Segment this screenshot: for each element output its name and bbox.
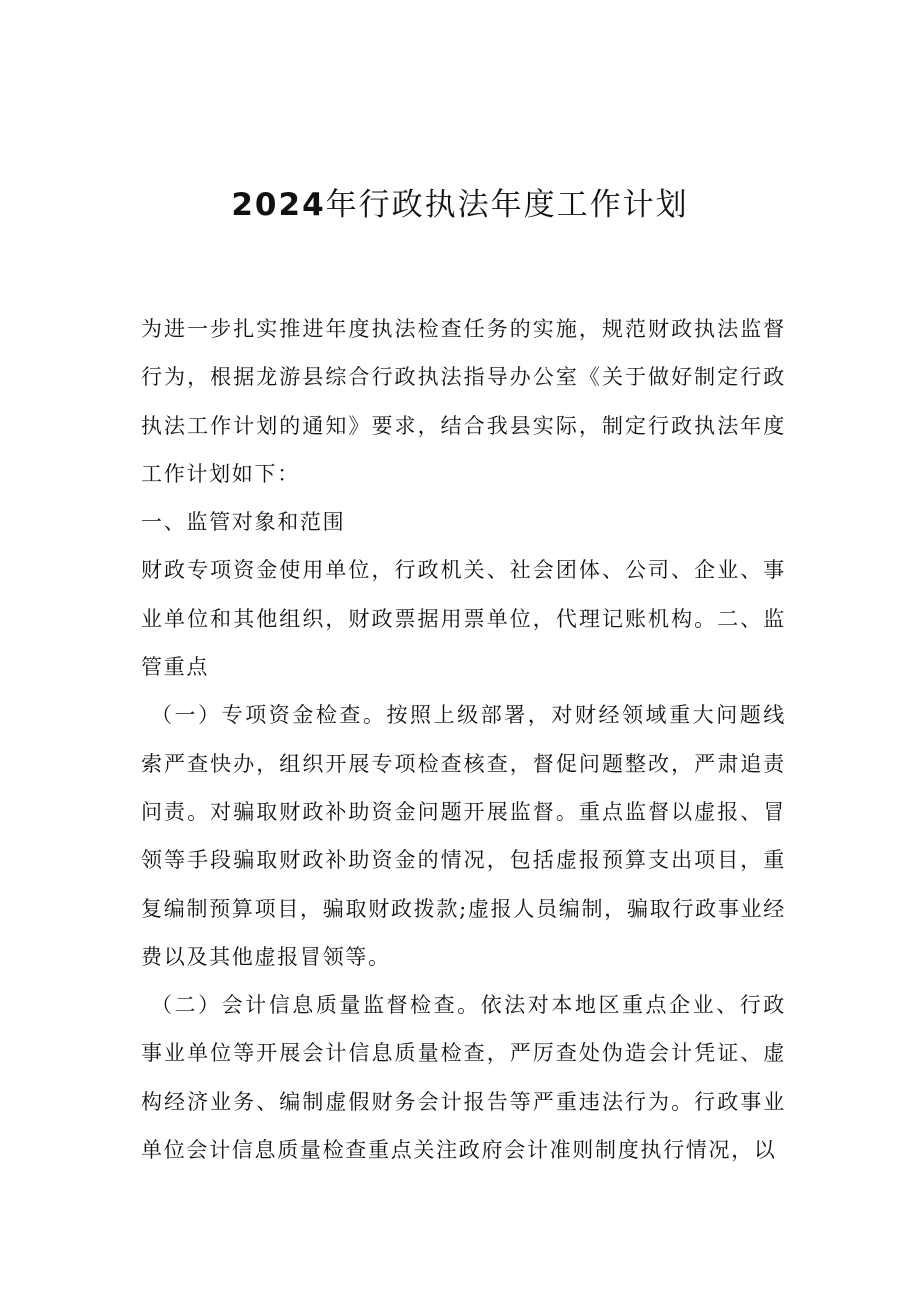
section-heading-1: 一、监管对象和范围 [141, 510, 346, 535]
title-text: 年行政执法年度工作计划 [325, 187, 689, 223]
title-year: 2024 [231, 187, 326, 223]
paragraph-accounting-quality: （二）会计信息质量监督检查。依法对本地区重点企业、行政事业单位等开展会计信息质量检查，严厉查处伪造会计凭证、虚构经济业务、编制虚假财务会计报告等严重违法行为。行政事业单位会计信息质量检查重点关注政府会计准则制度执行情况，以 [141, 993, 786, 1163]
paragraph-special-funds: （一）专项资金检查。按照上级部署，对财经领域重大问题线索严查快办，组织开展专项检查核查，督促问题整改，严肃追责问责。对骗取财政补助资金问题开展监督。重点监督以虚报、冒领等手段骗取财政补助资金的情况，包括虚报预算支出项目，重复编制预算项目，骗取财政拨款;虚报人员编制，骗取行政事业经费以及其他虚报冒领等。 [141, 703, 786, 969]
paragraph-scope: 财政专项资金使用单位，行政机关、社会团体、公司、企业、事业单位和其他组织，财政票据用票单位，代理记账机构。二、监管重点 [141, 558, 786, 680]
document-title [0, 183, 920, 227]
document-body [141, 305, 786, 1174]
paragraph-intro: 为进一步扎实推进年度执法检查任务的实施，规范财政执法监督行为，根据龙游县综合行政执法指导办公室《关于做好制定行政执法工作计划的通知》要求，结合我县实际，制定行政执法年度工作计划如下： [141, 317, 786, 486]
